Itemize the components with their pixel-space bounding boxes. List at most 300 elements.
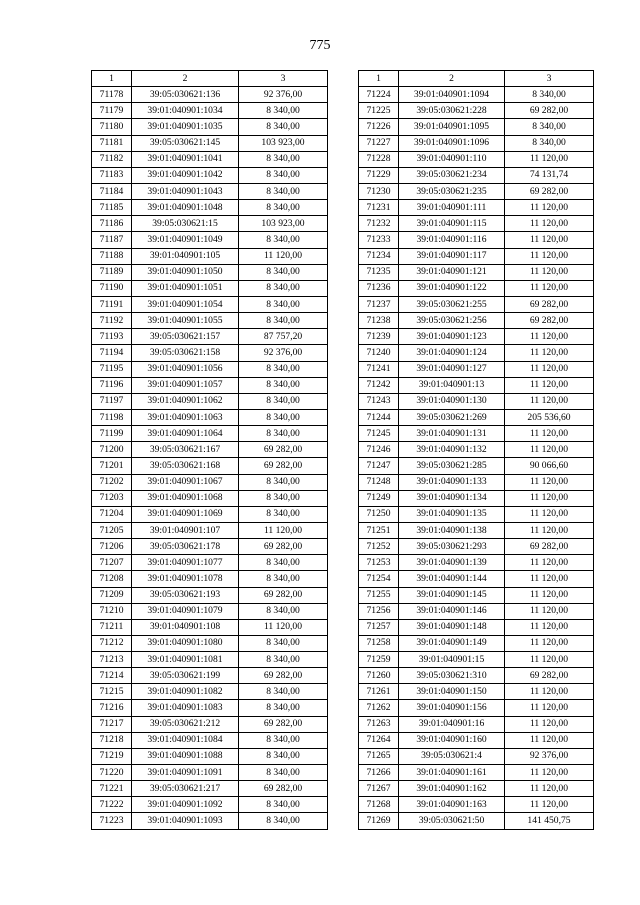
value-cell: 8 340,00	[239, 555, 328, 571]
table-row	[359, 393, 594, 409]
cadastral-number-cell: 39:01:040901:160	[399, 732, 505, 748]
row-number-cell: 71216	[92, 700, 132, 716]
table-row	[92, 442, 328, 458]
cadastral-number-cell: 39:05:030621:269	[399, 409, 505, 425]
row-number-cell: 71234	[359, 248, 399, 264]
row-number-cell: 71213	[92, 652, 132, 668]
table-row	[92, 458, 328, 474]
cadastral-number-cell: 39:01:040901:1049	[132, 232, 239, 248]
table-row	[92, 748, 328, 764]
value-cell: 69 282,00	[239, 781, 328, 797]
cadastral-number-cell: 39:01:040901:122	[399, 280, 505, 296]
value-cell: 8 340,00	[239, 571, 328, 587]
row-number-cell: 71240	[359, 345, 399, 361]
cadastral-number-cell: 39:05:030621:217	[132, 781, 239, 797]
value-cell: 11 120,00	[505, 377, 594, 393]
row-number-cell: 71230	[359, 183, 399, 199]
column-header-value: 3	[239, 71, 328, 87]
cadastral-number-cell: 39:01:040901:1096	[399, 135, 505, 151]
value-cell: 8 340,00	[239, 361, 328, 377]
cadastral-number-cell: 39:01:040901:124	[399, 345, 505, 361]
row-number-cell: 71239	[359, 329, 399, 345]
row-number-cell: 71183	[92, 167, 132, 183]
cadastral-number-cell: 39:01:040901:111	[399, 200, 505, 216]
row-number-cell: 71255	[359, 587, 399, 603]
cadastral-number-cell: 39:01:040901:1095	[399, 119, 505, 135]
value-cell: 8 340,00	[239, 103, 328, 119]
value-cell: 8 340,00	[239, 167, 328, 183]
value-cell: 8 340,00	[239, 813, 328, 829]
table-row	[92, 555, 328, 571]
value-cell: 87 757,20	[239, 329, 328, 345]
table-row	[359, 748, 594, 764]
row-number-cell: 71184	[92, 183, 132, 199]
value-cell: 8 340,00	[239, 474, 328, 490]
table-row	[359, 167, 594, 183]
value-cell: 8 340,00	[239, 700, 328, 716]
cadastral-number-cell: 39:01:040901:146	[399, 603, 505, 619]
cadastral-number-cell: 39:01:040901:1079	[132, 603, 239, 619]
table-row	[92, 248, 328, 264]
cadastral-number-cell: 39:01:040901:156	[399, 700, 505, 716]
cadastral-number-cell: 39:01:040901:131	[399, 426, 505, 442]
table-row	[92, 716, 328, 732]
column-header-number: 1	[92, 71, 132, 87]
cadastral-number-cell: 39:01:040901:132	[399, 442, 505, 458]
table-row	[359, 313, 594, 329]
cadastral-number-cell: 39:05:030621:15	[132, 216, 239, 232]
cadastral-number-cell: 39:01:040901:1050	[132, 264, 239, 280]
value-cell: 11 120,00	[505, 765, 594, 781]
value-cell: 8 340,00	[239, 490, 328, 506]
value-cell: 11 120,00	[505, 652, 594, 668]
cadastral-number-cell: 39:01:040901:117	[399, 248, 505, 264]
table-row	[359, 474, 594, 490]
value-cell: 11 120,00	[505, 329, 594, 345]
row-number-cell: 71241	[359, 361, 399, 377]
value-cell: 8 340,00	[239, 296, 328, 312]
value-cell: 11 120,00	[505, 345, 594, 361]
table-row	[359, 652, 594, 668]
cadastral-number-cell: 39:01:040901:1081	[132, 652, 239, 668]
cadastral-number-cell: 39:01:040901:145	[399, 587, 505, 603]
value-cell: 11 120,00	[505, 474, 594, 490]
cadastral-number-cell: 39:01:040901:107	[132, 522, 239, 538]
cadastral-number-cell: 39:05:030621:285	[399, 458, 505, 474]
value-cell: 11 120,00	[505, 264, 594, 280]
value-cell: 92 376,00	[239, 345, 328, 361]
table-row	[359, 280, 594, 296]
cadastral-number-cell: 39:01:040901:138	[399, 522, 505, 538]
value-cell: 11 120,00	[505, 490, 594, 506]
row-number-cell: 71265	[359, 748, 399, 764]
row-number-cell: 71193	[92, 329, 132, 345]
cadastral-number-cell: 39:05:030621:158	[132, 345, 239, 361]
table-row	[92, 103, 328, 119]
cadastral-number-cell: 39:05:030621:310	[399, 668, 505, 684]
value-cell: 8 340,00	[239, 119, 328, 135]
row-number-cell: 71267	[359, 781, 399, 797]
table-row	[359, 571, 594, 587]
table-row	[92, 506, 328, 522]
row-number-cell: 71245	[359, 426, 399, 442]
row-number-cell: 71229	[359, 167, 399, 183]
value-cell: 11 120,00	[505, 151, 594, 167]
column-header-cadastral: 2	[132, 71, 239, 87]
cadastral-number-cell: 39:01:040901:1092	[132, 797, 239, 813]
cadastral-number-cell: 39:05:030621:212	[132, 716, 239, 732]
value-cell: 11 120,00	[505, 781, 594, 797]
value-cell: 69 282,00	[239, 668, 328, 684]
row-number-cell: 71212	[92, 635, 132, 651]
value-cell: 69 282,00	[239, 587, 328, 603]
cadastral-number-cell: 39:01:040901:134	[399, 490, 505, 506]
row-number-cell: 71218	[92, 732, 132, 748]
table-row	[92, 393, 328, 409]
value-cell: 11 120,00	[505, 393, 594, 409]
row-number-cell: 71202	[92, 474, 132, 490]
value-cell: 69 282,00	[505, 313, 594, 329]
row-number-cell: 71254	[359, 571, 399, 587]
cadastral-number-cell: 39:05:030621:199	[132, 668, 239, 684]
cadastral-number-cell: 39:05:030621:256	[399, 313, 505, 329]
row-number-cell: 71178	[92, 87, 132, 103]
value-cell: 69 282,00	[239, 458, 328, 474]
table-row	[359, 635, 594, 651]
cadastral-number-cell: 39:05:030621:235	[399, 183, 505, 199]
value-cell: 11 120,00	[505, 442, 594, 458]
table-row	[359, 151, 594, 167]
value-cell: 11 120,00	[505, 216, 594, 232]
cadastral-number-cell: 39:01:040901:1056	[132, 361, 239, 377]
table-row	[359, 103, 594, 119]
cadastral-number-cell: 39:05:030621:167	[132, 442, 239, 458]
value-cell: 103 923,00	[239, 216, 328, 232]
table-row	[359, 409, 594, 425]
value-cell: 8 340,00	[239, 393, 328, 409]
table-row	[92, 668, 328, 684]
value-cell: 11 120,00	[505, 571, 594, 587]
value-cell: 8 340,00	[239, 313, 328, 329]
row-number-cell: 71180	[92, 119, 132, 135]
row-number-cell: 71247	[359, 458, 399, 474]
row-number-cell: 71195	[92, 361, 132, 377]
row-number-cell: 71258	[359, 635, 399, 651]
cadastral-number-cell: 39:01:040901:139	[399, 555, 505, 571]
table-row	[92, 280, 328, 296]
table-row	[359, 700, 594, 716]
table-row	[359, 813, 594, 829]
cadastral-number-cell: 39:01:040901:1094	[399, 87, 505, 103]
row-number-cell: 71189	[92, 264, 132, 280]
table-header-row	[359, 71, 594, 87]
row-number-cell: 71203	[92, 490, 132, 506]
row-number-cell: 71196	[92, 377, 132, 393]
table-row	[92, 151, 328, 167]
row-number-cell: 71194	[92, 345, 132, 361]
value-cell: 8 340,00	[239, 280, 328, 296]
value-cell: 69 282,00	[505, 183, 594, 199]
value-cell: 11 120,00	[505, 797, 594, 813]
table-row	[359, 119, 594, 135]
row-number-cell: 71262	[359, 700, 399, 716]
cadastral-number-cell: 39:05:030621:136	[132, 87, 239, 103]
value-cell: 11 120,00	[239, 619, 328, 635]
row-number-cell: 71204	[92, 506, 132, 522]
row-number-cell: 71182	[92, 151, 132, 167]
table-row	[92, 361, 328, 377]
cadastral-number-cell: 39:01:040901:1062	[132, 393, 239, 409]
table-row	[92, 684, 328, 700]
cadastral-number-cell: 39:01:040901:1041	[132, 151, 239, 167]
cadastral-number-cell: 39:01:040901:1069	[132, 506, 239, 522]
value-cell: 11 120,00	[505, 555, 594, 571]
cadastral-number-cell: 39:01:040901:1091	[132, 765, 239, 781]
cadastral-number-cell: 39:01:040901:116	[399, 232, 505, 248]
value-cell: 8 340,00	[239, 765, 328, 781]
value-cell: 11 120,00	[505, 732, 594, 748]
row-number-cell: 71197	[92, 393, 132, 409]
value-cell: 11 120,00	[505, 635, 594, 651]
cadastral-number-cell: 39:01:040901:148	[399, 619, 505, 635]
value-cell: 11 120,00	[505, 619, 594, 635]
value-cell: 11 120,00	[505, 280, 594, 296]
value-cell: 11 120,00	[505, 700, 594, 716]
cadastral-number-cell: 39:01:040901:1083	[132, 700, 239, 716]
cadastral-number-cell: 39:05:030621:178	[132, 539, 239, 555]
row-number-cell: 71231	[359, 200, 399, 216]
value-cell: 8 340,00	[239, 748, 328, 764]
row-number-cell: 71266	[359, 765, 399, 781]
table-row	[92, 135, 328, 151]
value-cell: 8 340,00	[505, 135, 594, 151]
row-number-cell: 71191	[92, 296, 132, 312]
value-cell: 11 120,00	[505, 200, 594, 216]
value-cell: 11 120,00	[505, 248, 594, 264]
row-number-cell: 71209	[92, 587, 132, 603]
table-row	[359, 781, 594, 797]
table-row	[359, 216, 594, 232]
cadastral-number-cell: 39:01:040901:115	[399, 216, 505, 232]
table-row	[359, 426, 594, 442]
value-cell: 8 340,00	[239, 200, 328, 216]
value-cell: 8 340,00	[505, 119, 594, 135]
value-cell: 8 340,00	[239, 732, 328, 748]
page-number: 775	[309, 38, 331, 53]
table-row	[92, 87, 328, 103]
cadastral-number-cell: 39:01:040901:1048	[132, 200, 239, 216]
row-number-cell: 71228	[359, 151, 399, 167]
row-number-cell: 71251	[359, 522, 399, 538]
cadastral-number-cell: 39:01:040901:1084	[132, 732, 239, 748]
row-number-cell: 71260	[359, 668, 399, 684]
row-number-cell: 71222	[92, 797, 132, 813]
table-row	[359, 442, 594, 458]
row-number-cell: 71225	[359, 103, 399, 119]
cadastral-number-cell: 39:01:040901:133	[399, 474, 505, 490]
cadastral-number-cell: 39:05:030621:255	[399, 296, 505, 312]
row-number-cell: 71221	[92, 781, 132, 797]
cadastral-number-cell: 39:01:040901:1088	[132, 748, 239, 764]
row-number-cell: 71243	[359, 393, 399, 409]
cadastral-number-cell: 39:05:030621:4	[399, 748, 505, 764]
value-cell: 69 282,00	[505, 668, 594, 684]
cadastral-number-cell: 39:05:030621:228	[399, 103, 505, 119]
value-cell: 11 120,00	[505, 426, 594, 442]
cadastral-number-cell: 39:05:030621:50	[399, 813, 505, 829]
value-cell: 8 340,00	[239, 151, 328, 167]
row-number-cell: 71219	[92, 748, 132, 764]
row-number-cell: 71233	[359, 232, 399, 248]
value-cell: 11 120,00	[505, 587, 594, 603]
cadastral-number-cell: 39:01:040901:144	[399, 571, 505, 587]
table-row	[359, 87, 594, 103]
cadastral-number-cell: 39:01:040901:16	[399, 716, 505, 732]
cadastral-number-cell: 39:01:040901:1035	[132, 119, 239, 135]
cadastral-number-cell: 39:01:040901:1082	[132, 684, 239, 700]
row-number-cell: 71250	[359, 506, 399, 522]
cadastral-number-cell: 39:01:040901:135	[399, 506, 505, 522]
value-cell: 69 282,00	[505, 296, 594, 312]
table-row	[92, 539, 328, 555]
cadastral-number-cell: 39:01:040901:105	[132, 248, 239, 264]
row-number-cell: 71207	[92, 555, 132, 571]
row-number-cell: 71190	[92, 280, 132, 296]
value-cell: 74 131,74	[505, 167, 594, 183]
table-row	[92, 571, 328, 587]
value-cell: 69 282,00	[505, 103, 594, 119]
value-cell: 11 120,00	[505, 361, 594, 377]
row-number-cell: 71206	[92, 539, 132, 555]
column-header-number: 1	[359, 71, 399, 87]
table-row	[359, 200, 594, 216]
cadastral-number-cell: 39:01:040901:1078	[132, 571, 239, 587]
table-row	[359, 296, 594, 312]
cadastral-number-cell: 39:01:040901:1042	[132, 167, 239, 183]
row-number-cell: 71187	[92, 232, 132, 248]
row-number-cell: 71208	[92, 571, 132, 587]
table-row	[92, 490, 328, 506]
cadastral-number-cell: 39:01:040901:1067	[132, 474, 239, 490]
row-number-cell: 71248	[359, 474, 399, 490]
value-cell: 11 120,00	[505, 506, 594, 522]
value-cell: 8 340,00	[239, 506, 328, 522]
value-cell: 8 340,00	[239, 264, 328, 280]
table-row	[92, 409, 328, 425]
cadastral-number-cell: 39:01:040901:1063	[132, 409, 239, 425]
cadastral-number-cell: 39:01:040901:1077	[132, 555, 239, 571]
row-number-cell: 71192	[92, 313, 132, 329]
cadastral-number-cell: 39:05:030621:193	[132, 587, 239, 603]
table-row	[359, 490, 594, 506]
table-row	[92, 119, 328, 135]
value-cell: 11 120,00	[239, 522, 328, 538]
cadastral-number-cell: 39:05:030621:157	[132, 329, 239, 345]
table-row	[359, 522, 594, 538]
table-row	[92, 264, 328, 280]
table-row	[92, 167, 328, 183]
cadastral-number-cell: 39:01:040901:1055	[132, 313, 239, 329]
cadastral-number-cell: 39:01:040901:1043	[132, 183, 239, 199]
row-number-cell: 71186	[92, 216, 132, 232]
row-number-cell: 71198	[92, 409, 132, 425]
table-row	[92, 732, 328, 748]
table-row	[92, 700, 328, 716]
table-row	[359, 361, 594, 377]
table-row	[359, 732, 594, 748]
table-row	[359, 765, 594, 781]
value-cell: 8 340,00	[239, 426, 328, 442]
cadastral-number-cell: 39:01:040901:110	[399, 151, 505, 167]
table-row	[92, 474, 328, 490]
cadastral-number-cell: 39:01:040901:123	[399, 329, 505, 345]
right-table	[358, 70, 594, 830]
row-number-cell: 71264	[359, 732, 399, 748]
table-row	[92, 216, 328, 232]
value-cell: 8 340,00	[239, 409, 328, 425]
cadastral-number-cell: 39:01:040901:108	[132, 619, 239, 635]
table-row	[359, 264, 594, 280]
row-number-cell: 71259	[359, 652, 399, 668]
row-number-cell: 71200	[92, 442, 132, 458]
value-cell: 205 536,60	[505, 409, 594, 425]
row-number-cell: 71244	[359, 409, 399, 425]
value-cell: 11 120,00	[505, 522, 594, 538]
cadastral-number-cell: 39:01:040901:13	[399, 377, 505, 393]
value-cell: 92 376,00	[239, 87, 328, 103]
cadastral-number-cell: 39:01:040901:1080	[132, 635, 239, 651]
cadastral-number-cell: 39:01:040901:15	[399, 652, 505, 668]
row-number-cell: 71238	[359, 313, 399, 329]
row-number-cell: 71256	[359, 603, 399, 619]
value-cell: 69 282,00	[239, 716, 328, 732]
cadastral-number-cell: 39:01:040901:1068	[132, 490, 239, 506]
row-number-cell: 71224	[359, 87, 399, 103]
row-number-cell: 71211	[92, 619, 132, 635]
table-row	[92, 183, 328, 199]
table-row	[359, 668, 594, 684]
cadastral-number-cell: 39:01:040901:130	[399, 393, 505, 409]
value-cell: 141 450,75	[505, 813, 594, 829]
row-number-cell: 71269	[359, 813, 399, 829]
left-table	[91, 70, 328, 830]
table-row	[92, 377, 328, 393]
row-number-cell: 71179	[92, 103, 132, 119]
table-row	[359, 248, 594, 264]
cadastral-number-cell: 39:05:030621:234	[399, 167, 505, 183]
value-cell: 8 340,00	[239, 377, 328, 393]
table-row	[359, 797, 594, 813]
cadastral-number-cell: 39:01:040901:121	[399, 264, 505, 280]
value-cell: 8 340,00	[239, 635, 328, 651]
row-number-cell: 71217	[92, 716, 132, 732]
value-cell: 11 120,00	[505, 232, 594, 248]
cadastral-number-cell: 39:01:040901:149	[399, 635, 505, 651]
table-row	[92, 329, 328, 345]
row-number-cell: 71185	[92, 200, 132, 216]
table-row	[92, 522, 328, 538]
row-number-cell: 71188	[92, 248, 132, 264]
row-number-cell: 71252	[359, 539, 399, 555]
row-number-cell: 71235	[359, 264, 399, 280]
table-row	[92, 813, 328, 829]
value-cell: 92 376,00	[505, 748, 594, 764]
table-row	[92, 765, 328, 781]
table-row	[92, 345, 328, 361]
cadastral-number-cell: 39:01:040901:162	[399, 781, 505, 797]
table-row	[359, 135, 594, 151]
table-row	[359, 183, 594, 199]
